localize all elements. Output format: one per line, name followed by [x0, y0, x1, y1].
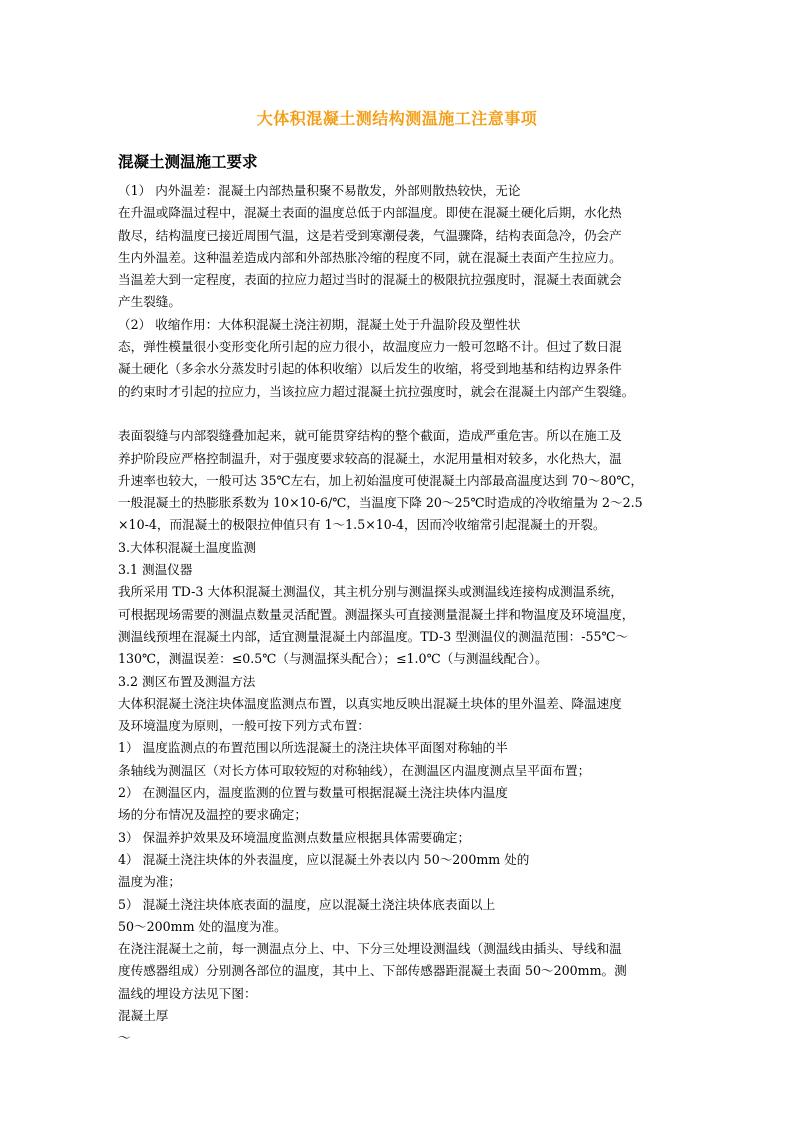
- text-line: 条轴线为测温区（对长方体可取较短的对称轴线），在测温区内温度测点呈平面布置；: [118, 762, 591, 778]
- text-line: 4） 混凝土浇注块体的外表温度，应以混凝土外表以内 50～200mm 处的: [118, 851, 530, 867]
- text-line: 大体积混凝土浇注块体温度监测点布置，以真实地反映出混凝土块体的里外温差、降温速度: [118, 695, 622, 711]
- text-line: 5） 混凝土浇注块体底表面的温度，应以混凝土浇注块体底表面以上: [118, 896, 496, 912]
- text-line: 及环境温度为原则，一般可按下列方式布置：: [118, 718, 370, 734]
- text-line: 度传感器组成）分别测各部位的温度，其中上、下部传感器距混凝土表面 50～200mm。测: [118, 963, 627, 979]
- text-line: （1） 内外温差：混凝土内部热量积聚不易散发，外部则散热较快，无论: [118, 183, 521, 198]
- text-line: 50～200mm 处的温度为准。: [118, 918, 287, 934]
- text-line: （2） 收缩作用：大体积混凝土浇注初期，混凝土处于升温阶段及塑性状: [118, 316, 521, 332]
- text-line: 产生裂缝。: [118, 294, 181, 310]
- text-line: 温线的埋设方法见下图：: [118, 985, 257, 1001]
- text-line: 凝土硬化（多余水分蒸发时引起的体积收缩）以后发生的收缩，将受到地基和结构边界条件: [118, 361, 622, 377]
- document-title: 大体积混凝土测结构测温施工注意事项: [256, 109, 538, 128]
- text-line: 当温差大到一定程度，表面的拉应力超过当时的混凝土的极限抗拉强度时，混凝土表面就会: [118, 272, 622, 288]
- body-text: [118, 180, 684, 1050]
- text-line: 升速率也较大，一般可达 35℃左右，加上初始温度可使混凝土内部最高温度达到 70～80℃，: [118, 472, 644, 488]
- text-line: 生内外温差。这种温差造成内部和外部热胀冷缩的程度不同，就在混凝土表面产生拉应力。: [118, 249, 622, 265]
- text-line: 混凝土厚: [118, 1007, 169, 1023]
- text-line: 在浇注混凝土之前，每一测温点分上、中、下分三处埋设测温线（测温线由插头、导线和温: [118, 941, 622, 957]
- text-line: ～: [118, 1030, 131, 1046]
- text-line: 3） 保温养护效果及环境温度监测点数量应根据具体需要确定；: [118, 829, 471, 845]
- text-line: 2） 在测温区内，温度监测的位置与数量可根据混凝土浇注块体内温度: [118, 785, 508, 801]
- text-line: 3.1 测温仪器: [118, 562, 193, 578]
- text-line: 可根据现场需要的测温点数量灵活配置。测温探头可直接测量混凝土拌和物温度及环境温度，: [118, 606, 635, 622]
- text-line: 3.大体积混凝土温度监测: [118, 539, 256, 555]
- text-line: 3.2 测区布置及测温方法: [118, 673, 256, 689]
- text-line: 表面裂缝与内部裂缝叠加起来，就可能贯穿结构的整个截面，造成严重危害。所以在施工及: [118, 428, 622, 444]
- text-line: 态，弹性模量很小变形变化所引起的应力很小，故温度应力一般可忽略不计。但过了数日混: [118, 339, 622, 355]
- text-line: 在升温或降温过程中，混凝土表面的温度总低于内部温度。即使在混凝土硬化后期，水化热: [118, 205, 622, 221]
- text-line: 的约束时才引起的拉应力，当该拉应力超过混凝土抗拉强度时，就会在混凝土内部产生裂缝。: [118, 383, 635, 399]
- text-line: 场的分布情况及温控的要求确定；: [118, 807, 307, 823]
- text-line: ×10-4，而混凝土的极限拉伸值只有 1～1.5×10-4，因而冷收缩常引起混凝土的开裂。: [118, 517, 606, 533]
- blank-line: [118, 403, 684, 425]
- text-line: 测温线预埋在混凝土内部，适宜测量混凝土内部温度。TD-3 型测温仪的测温范围：-55℃～: [118, 628, 629, 644]
- text-line: 我所采用 TD-3 大体积混凝土测温仪，其主机分别与测温探头或测温线连接构成测温系统，: [118, 584, 623, 600]
- text-line: 散尽，结构温度已接近周围气温，这是若受到寒潮侵袭，气温骤降，结构表面急冷，仍会产: [118, 227, 622, 243]
- text-line: 130℃，测温误差：≤0.5℃（与测温探头配合）；≤1.0℃（与测温线配合）。: [118, 651, 548, 667]
- text-line: 1） 温度监测点的布置范围以所选混凝土的浇注块体平面图对称轴的半: [118, 740, 508, 756]
- text-line: 一般混凝土的热膨胀系数为 10×10-6/℃，当温度下降 20～25℃时造成的冷收缩量为 2～2.5: [118, 495, 643, 511]
- text-line: 温度为准；: [118, 874, 181, 890]
- text-line: 养护阶段应严格控制温升，对于强度要求较高的混凝土，水泥用量相对较多，水化热大，温: [118, 450, 622, 466]
- section-heading: 混凝土测温施工要求: [118, 152, 258, 171]
